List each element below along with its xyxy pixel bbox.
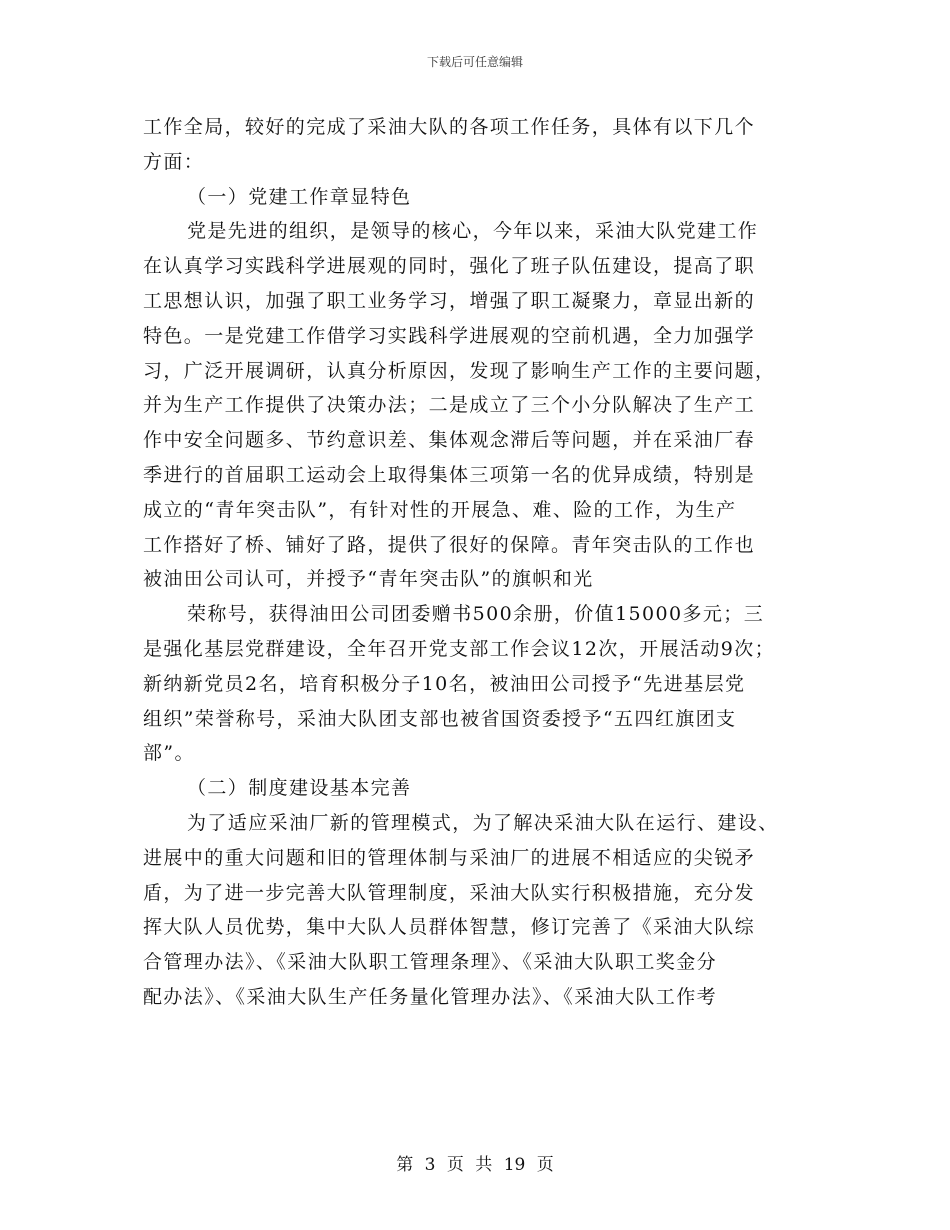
body-line: 方面： bbox=[143, 150, 205, 173]
body-line: 季进行的首届职工运动会上取得集体三项第一名的优异成绩，特别是 bbox=[143, 463, 756, 486]
body-line: 被油田公司认可，并授予“青年突击队”的旗帜和光 bbox=[143, 568, 594, 591]
page-number-footer: 第 3 页 共 19 页 bbox=[396, 1155, 554, 1175]
body-line: 挥大队人员优势，集中大队人员群体智慧，修订完善了《采油大队综 bbox=[143, 916, 756, 939]
section-heading: （一）党建工作章显特色 bbox=[187, 185, 412, 208]
document-body bbox=[143, 110, 815, 1015]
body-line: 盾，为了进一步完善大队管理制度，采油大队实行积极措施，充分发 bbox=[143, 881, 756, 904]
body-line: 习，广泛开展调研，认真分析原因，发现了影响生产工作的主要问题， bbox=[143, 359, 776, 382]
paragraph-first-line: 荣称号，获得油田公司团委赠书500余册，价值15000多元；三 bbox=[187, 603, 765, 626]
body-line: 特色。一是党建工作借学习实践科学进展观的空前机遇，全力加强学 bbox=[143, 324, 756, 347]
page-header: 下载后可任意编辑 bbox=[426, 55, 523, 69]
paragraph-first-line: 为了适应采油厂新的管理模式，为了解决采油大队在运行、建设、 bbox=[187, 811, 779, 834]
body-line: 配办法》、《采油大队生产任务量化管理办法》、《采油大队工作考 bbox=[143, 985, 718, 1008]
body-line: 作中安全问题多、节约意识差、集体观念滞后等问题，并在采油厂春 bbox=[143, 429, 756, 452]
body-line: 并为生产工作提供了决策办法；二是成立了三个小分队解决了生产工 bbox=[143, 394, 756, 417]
body-line: 是强化基层党群建设，全年召开党支部工作会议12次，开展活动9次； bbox=[143, 637, 776, 660]
body-line: 在认真学习实践科学进展观的同时，强化了班子队伍建设，提高了职 bbox=[143, 255, 756, 278]
body-line: 组织”荣誉称号，采油大队团支部也被省国资委授予“五四红旗团支 bbox=[143, 707, 737, 730]
body-line: 部”。 bbox=[143, 742, 195, 765]
body-line: 成立的“青年突击队”，有针对性的开展急、难、险的工作，为生产 bbox=[143, 498, 737, 521]
body-line: 合管理办法》、《采油大队职工管理条理》、《采油大队职工奖金分 bbox=[143, 951, 718, 974]
body-line: 工思想认识，加强了职工业务学习，增强了职工凝聚力，章显出新的 bbox=[143, 289, 756, 312]
paragraph-first-line: 党是先进的组织，是领导的核心，今年以来，采油大队党建工作 bbox=[187, 220, 759, 243]
body-line: 新纳新党员2名，培育积极分子10名，被油田公司授予“先进基层党 bbox=[143, 672, 746, 695]
body-line: 工作搭好了桥、铺好了路，提供了很好的保障。青年突击队的工作也 bbox=[143, 533, 756, 556]
body-line: 工作全局，较好的完成了采油大队的各项工作任务，具体有以下几个 bbox=[143, 116, 756, 138]
body-line: 进展中的重大问题和旧的管理体制与采油厂的进展不相适应的尖锐矛 bbox=[143, 846, 756, 869]
section-heading: （二）制度建设基本完善 bbox=[187, 777, 412, 800]
